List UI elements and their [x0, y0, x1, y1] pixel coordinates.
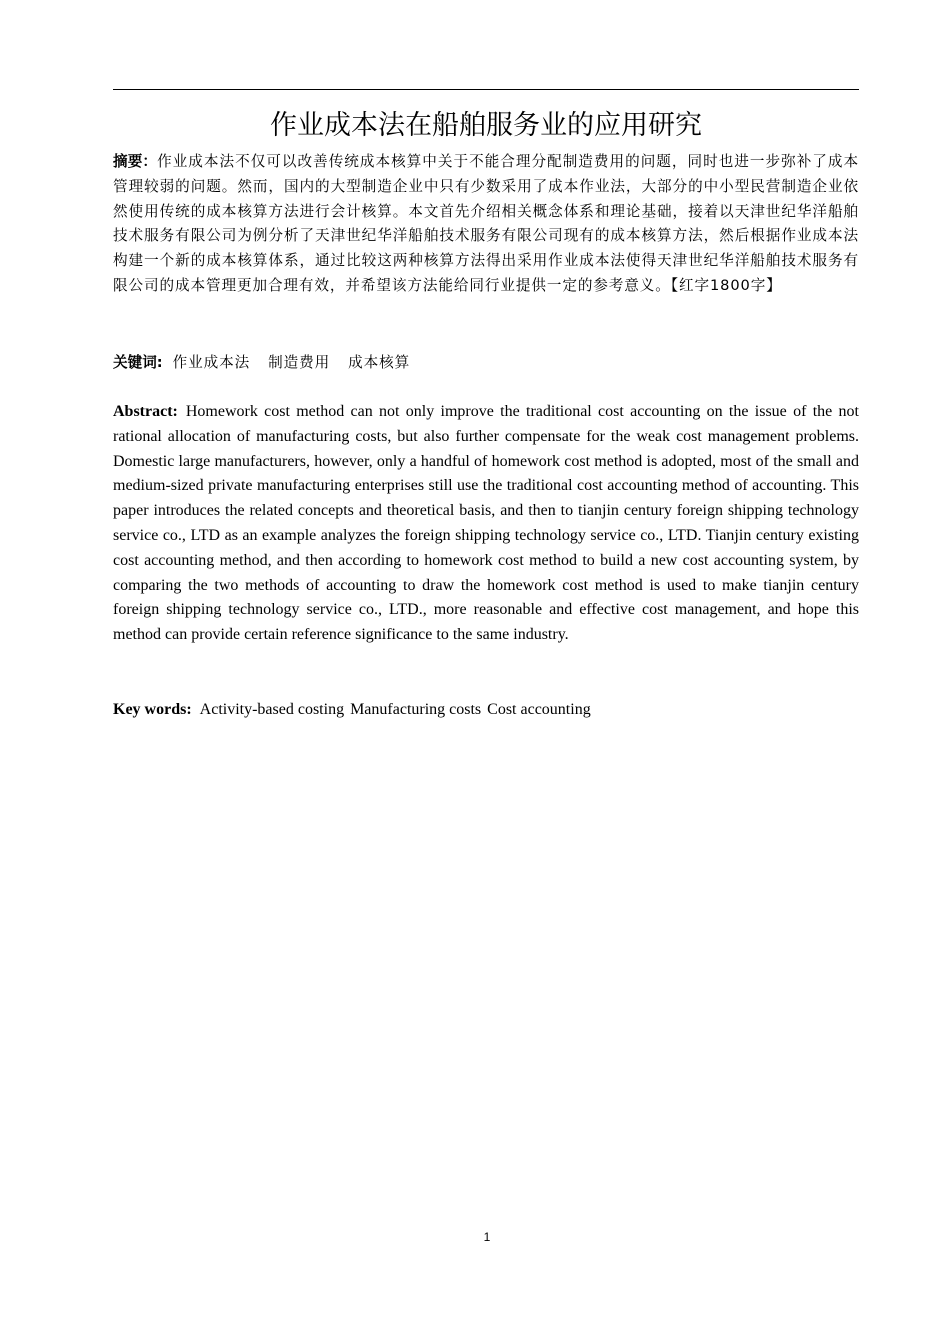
- chinese-keywords: [113, 350, 859, 376]
- english-abstract: [113, 400, 859, 648]
- chinese-keyword: 成本核算: [348, 354, 411, 371]
- english-keyword: Cost accounting: [487, 701, 591, 718]
- chinese-abstract-text: 作业成本法不仅可以改善传统成本核算中关于不能合理分配制造费用的问题，同时也进一步弥补了成本管理较弱的问题。然而，国内的大型制造企业中只有少数采用了成本作业法，大部分的中小型民营制造企业依然使用传统的成本核算方法进行会计核算。本文首先介绍相关概念体系和理论基础，接着以天津世纪华洋船舶技术服务有限公司为例分析了天津世纪华洋船舶技术服务有限公司现有的成本核算方法，然后根据作业成本法构建一个新的成本核算体系，通过比较这两种核算方法得出采用作业成本法使得天津世纪华洋船舶技术服务有限公司的成本管理更加合理有效，并希望该方法能给同行业提供一定的参考意义。【红字1800字】: [113, 153, 859, 294]
- english-abstract-text: Homework cost method can not only improve the traditional cost accounting on the issue of the not rational allocation of manufacturing costs, but also further compensate for the weak cost management problems. Domestic large manufacturers, however, only a handful of homework cost method is adopted, most of the small and medium-sized private manufacturing enterprises still use the traditional cost accounting method of accounting. This paper introduces the related concepts and theoretical basis, and then to tianjin century foreign shipping technology service co., LTD as an example analyzes the foreign shipping technology service co., LTD. Tianjin century existing cost accounting method, and then according to homework cost method to build a new cost accounting system, by comparing the two methods of accounting to draw the homework cost method is used to make tianjin century foreign shipping technology service co., LTD., more reasonable and effective cost management, and hope this method can provide certain reference significance to the same industry.: [113, 403, 859, 644]
- chinese-keywords-label: 关键词:: [113, 354, 163, 371]
- header-rule: [113, 89, 859, 90]
- chinese-abstract-label: 摘要：: [113, 153, 158, 170]
- english-keywords-label: Key words:: [113, 701, 192, 718]
- page-number: 1: [483, 1230, 491, 1244]
- english-abstract-label: Abstract:: [113, 403, 178, 420]
- chinese-keyword: 作业成本法: [172, 354, 251, 371]
- chinese-abstract: [113, 150, 859, 299]
- english-keyword: Manufacturing costs: [350, 701, 482, 718]
- english-keyword: Activity-based costing: [199, 701, 345, 718]
- english-keywords: [113, 698, 859, 723]
- paper-title: 作业成本法在船舶服务业的应用研究: [270, 110, 702, 141]
- chinese-keyword: 制造费用: [268, 354, 331, 371]
